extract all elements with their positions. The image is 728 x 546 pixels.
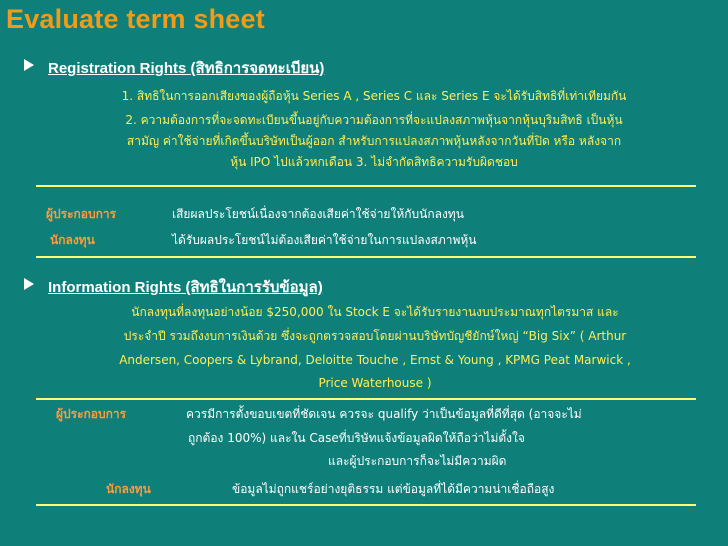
divider (36, 256, 696, 258)
divider (36, 398, 696, 400)
information-line-1: นักลงทุนที่ลงทุนอย่างน้อย $250,000 ใน Stock E จะได้รับรายงานงบประมาณทุกไตรมาส และ (131, 305, 619, 319)
information-investor-value: ข้อมูลไม่ถูกแชร์อย่างยุติธรรม แต่ข้อมูลที่ได้มีความน่าเชื่อถือสูง (232, 482, 555, 496)
bullet-arrow-icon (24, 278, 34, 290)
registration-line-2a: 2. ความต้องการที่จะจดทะเบียนขึ้นอยู่กับความต้องการที่จะแปลงสภาพหุ้นจากหุ้นบุริมสิทธิ เป็นหุ้น (125, 113, 623, 127)
information-heading: Information Rights (สิทธิในการรับข้อมูล) (48, 279, 323, 296)
slide-title: Evaluate term sheet (6, 4, 265, 34)
registration-investor-label: นักลงทุน (50, 233, 95, 247)
registration-line-1: 1. สิทธิในการออกเสียงของผู้ถือหุ้น Series A , Series C และ Series E จะได้รับสิทธิที่เท่าเทียมกัน (121, 89, 627, 103)
registration-entrepreneur-value: เสียผลประโยชน์เนื่องจากต้องเสียค่าใช้จ่ายให้กับนักลงทุน (172, 207, 464, 221)
information-entrepreneur-value-2: ถูกต้อง 100%) และใน Caseที่บริษัทแจ้งข้อมูลผิดให้ถือว่าไม่ตั้งใจ (188, 431, 525, 445)
bullet-arrow-icon (24, 59, 34, 71)
information-line-2: ประจำปี รวมถึงงบการเงินด้วย ซึ่งจะถูกตรวจสอบโดยผ่านบริษัทบัญชียักษ์ใหญ่ “Big Six” ( Arthur (123, 329, 627, 343)
information-entrepreneur-value-3: และผู้ประกอบการก็จะไม่มีความผิด (328, 454, 507, 468)
information-line-3: Andersen, Coopers & Lybrand, Deloitte Touche , Ernst & Young , KPMG Peat Marwick , (119, 353, 631, 367)
information-entrepreneur-value-1: ควรมีการตั้งขอบเขตที่ชัดเจน ควรจะ qualify ว่าเป็นข้อมูลที่ดีที่สุด (อาจจะไม่ (186, 407, 582, 421)
information-investor-label: นักลงทุน (106, 482, 151, 496)
information-entrepreneur-label: ผู้ประกอบการ (56, 407, 127, 421)
divider (36, 504, 696, 506)
registration-line-2c: หุ้น IPO ไปแล้วหกเดือน 3. ไม่จำกัดสิทธิความรับผิดชอบ (230, 155, 518, 169)
registration-heading: Registration Rights (สิทธิการจดทะเบียน) (48, 60, 325, 77)
registration-line-2b: สามัญ ค่าใช้จ่ายที่เกิดขึ้นบริษัทเป็นผู้ออก สำหรับการแปลงสภาพหุ้นหลังจากวันที่ปิด หรือ หลังจาก (126, 134, 622, 148)
divider (36, 185, 696, 187)
registration-investor-value: ได้รับผลประโยชน์ไม่ต้องเสียค่าใช้จ่ายในการแปลงสภาพหุ้น (172, 233, 477, 247)
information-line-4: Price Waterhouse ) (318, 376, 432, 390)
registration-entrepreneur-label: ผู้ประกอบการ (46, 207, 117, 221)
